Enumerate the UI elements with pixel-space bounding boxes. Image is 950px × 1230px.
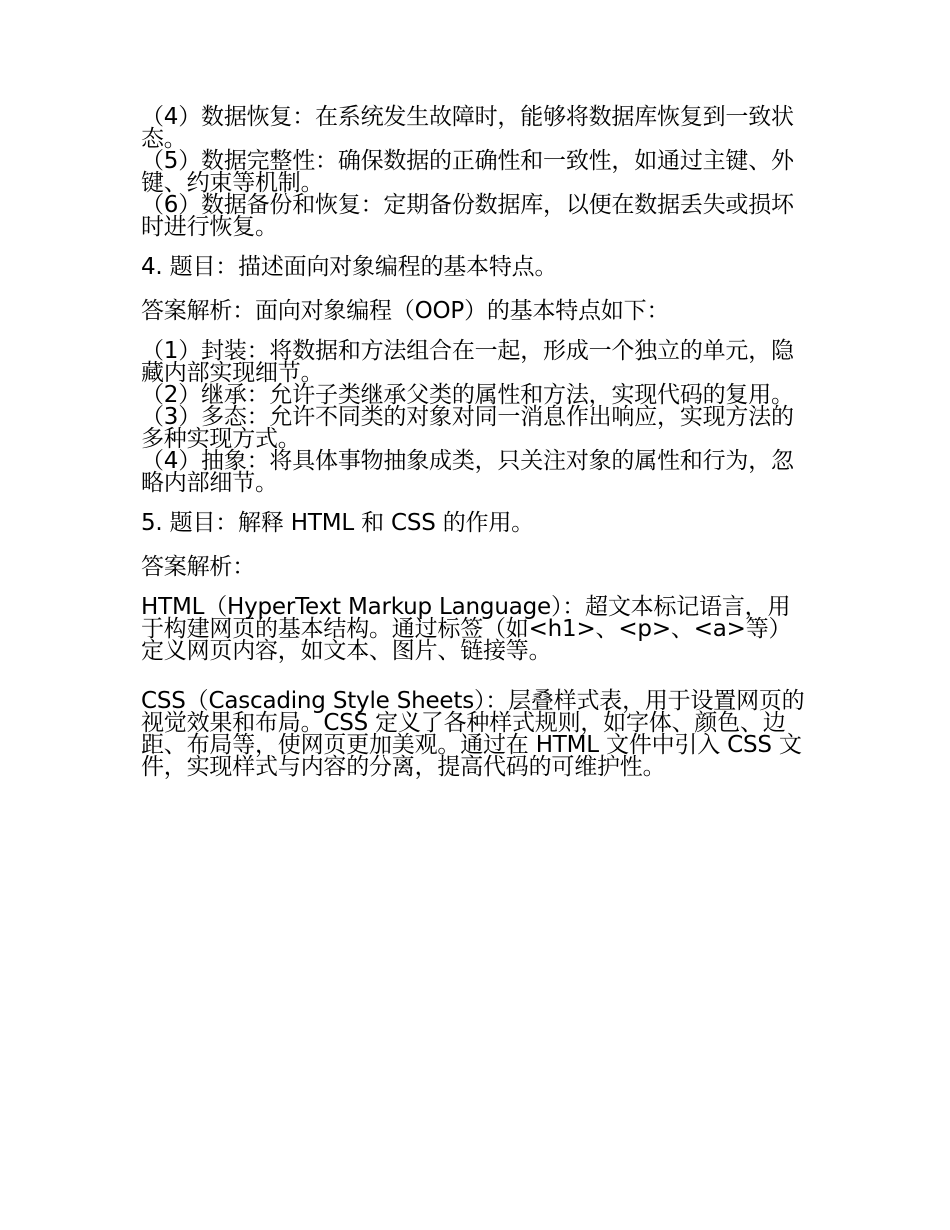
list-item: （2）继承：允许子类继承父类的属性和方法，实现代码的复用。 — [141, 382, 794, 408]
question-4-title: 4. 题目：描述面向对象编程的基本特点。 — [141, 254, 558, 280]
question-5-answer-intro: 答案解析： — [141, 554, 256, 580]
section3-items — [141, 106, 809, 238]
question-4-answer-intro: 答案解析：面向对象编程（OOP）的基本特点如下： — [141, 298, 670, 324]
list-item: （6）数据备份和恢复：定期备份数据库，以便在数据丢失或损坏时进行恢复。 — [141, 192, 794, 240]
list-item: （1）封装：将数据和方法组合在一起，形成一个独立的单元，隐藏内部实现细节。 — [141, 338, 794, 386]
list-item: （3）多态：允许不同类的对象对同一消息作出响应，实现方法的多种实现方式。 — [141, 404, 794, 452]
list-item: （4）数据恢复：在系统发生故障时，能够将数据库恢复到一致状态。 — [141, 104, 794, 152]
document-content — [141, 106, 809, 778]
html-paragraph: HTML（HyperText Markup Language）：超文本标记语言，用于构建网页的基本结构。通过标签（如<h1>、<p>、<a>等）定义网页内容，如文本、图片、链接等。 — [141, 594, 792, 664]
list-item: （4）抽象：将具体事物抽象成类，只关注对象的属性和行为，忽略内部细节。 — [141, 448, 794, 496]
question-4-items — [141, 340, 809, 494]
list-item: （5）数据完整性：确保数据的正确性和一致性，如通过主键、外键、约束等机制。 — [141, 148, 794, 196]
css-paragraph: CSS（Cascading Style Sheets）：层叠样式表，用于设置网页的视觉效果和布局。CSS 定义了各种样式规则，如字体、颜色、边距、布局等，使网页更加美观。通过在 HTML 文件中引入 CSS 文件，实现样式与内容的分离，提高代码的可维护性。 — [141, 688, 805, 780]
question-5-title: 5. 题目：解释 HTML 和 CSS 的作用。 — [141, 510, 534, 536]
